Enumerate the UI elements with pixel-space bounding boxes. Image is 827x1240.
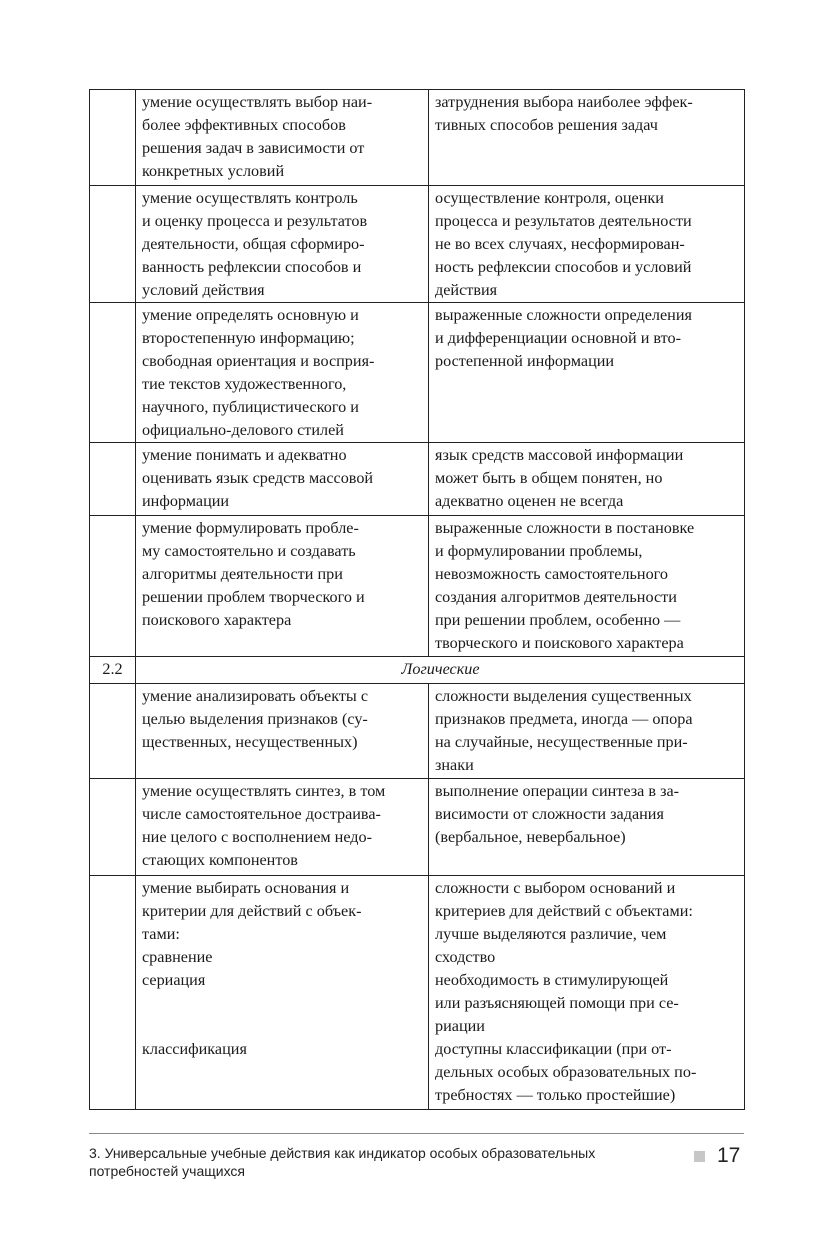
skill-cell: умение понимать и адекватно оценивать язык средств массовой информации <box>136 443 429 516</box>
skill-cell: умение формулировать пробле- му самостоятельно и создавать алгоритмы деятельности при решении проблем творческого и поискового характера <box>136 516 429 657</box>
row-number <box>90 303 136 443</box>
table-row <box>90 443 745 516</box>
difficulty-cell: сложности с выбором оснований и критериев для действий с объектами: лучше выделяются различие, чем сходство необходимость в стимулирующей или разъясняющей помощи при се- риации доступны классификации (при от- дельных особых образовательных по- требностях — только простейшие) <box>429 876 745 1110</box>
table-row <box>90 876 745 1110</box>
section-row <box>90 657 745 684</box>
footer-divider <box>89 1133 744 1134</box>
skill-cell: умение определять основную и второстепенную информацию; свободная ориентация и восприя- тие текстов художественного, научного, публицистического и официально-делового стилей <box>136 303 429 443</box>
page-number: 17 <box>717 1144 741 1167</box>
row-number <box>90 779 136 876</box>
table-row <box>90 684 745 779</box>
skill-cell: умение осуществлять контроль и оценку процесса и результатов деятельности, общая сформиро- ванность рефлексии способов и условий действия <box>136 186 429 303</box>
table-row <box>90 90 745 186</box>
section-title: Логические <box>136 657 745 684</box>
row-number <box>90 186 136 303</box>
row-number <box>90 684 136 779</box>
table-row <box>90 516 745 657</box>
footer-square-marker <box>694 1151 705 1162</box>
table-row <box>90 186 745 303</box>
difficulty-cell: язык средств массовой информации может быть в общем понятен, но адекватно оценен не всегда <box>429 443 745 516</box>
skill-cell: умение осуществлять выбор наи- более эффективных способов решения задач в зависимости от конкретных условий <box>136 90 429 186</box>
skill-cell: умение анализировать объекты с целью выделения признаков (су- щественных, несущественных) <box>136 684 429 779</box>
running-footer: 3. Универсальные учебные действия как индикатор особых образовательных потребностей учащихся <box>89 1145 596 1179</box>
row-number <box>90 443 136 516</box>
difficulty-cell: выполнение операции синтеза в за- висимости от сложности задания (вербальное, невербальное) <box>429 779 745 876</box>
criteria-table <box>89 89 745 1110</box>
difficulty-cell: выраженные сложности определения и дифференциации основной и вто- ростепенной информации <box>429 303 745 443</box>
row-number <box>90 876 136 1110</box>
skill-cell: умение осуществлять синтез, в том числе самостоятельное достраива- ние целого с восполнением недо- стающих компонентов <box>136 779 429 876</box>
row-number <box>90 90 136 186</box>
section-number: 2.2 <box>90 657 136 684</box>
table-row <box>90 303 745 443</box>
table-row <box>90 779 745 876</box>
difficulty-cell: выраженные сложности в постановке и формулировании проблемы, невозможность самостоятельного создания алгоритмов деятельности при решении проблем, особенно — творческого и поискового характера <box>429 516 745 657</box>
difficulty-cell: осуществление контроля, оценки процесса и результатов деятельности не во всех случаях, несформирован- ность рефлексии способов и условий действия <box>429 186 745 303</box>
skill-cell: умение выбирать основания и критерии для действий с объек- тами: сравнение сериация классификация <box>136 876 429 1110</box>
row-number <box>90 516 136 657</box>
difficulty-cell: сложности выделения существенных признаков предмета, иногда — опора на случайные, несущественные при- знаки <box>429 684 745 779</box>
difficulty-cell: затруднения выбора наиболее эффек- тивных способов решения задач <box>429 90 745 186</box>
